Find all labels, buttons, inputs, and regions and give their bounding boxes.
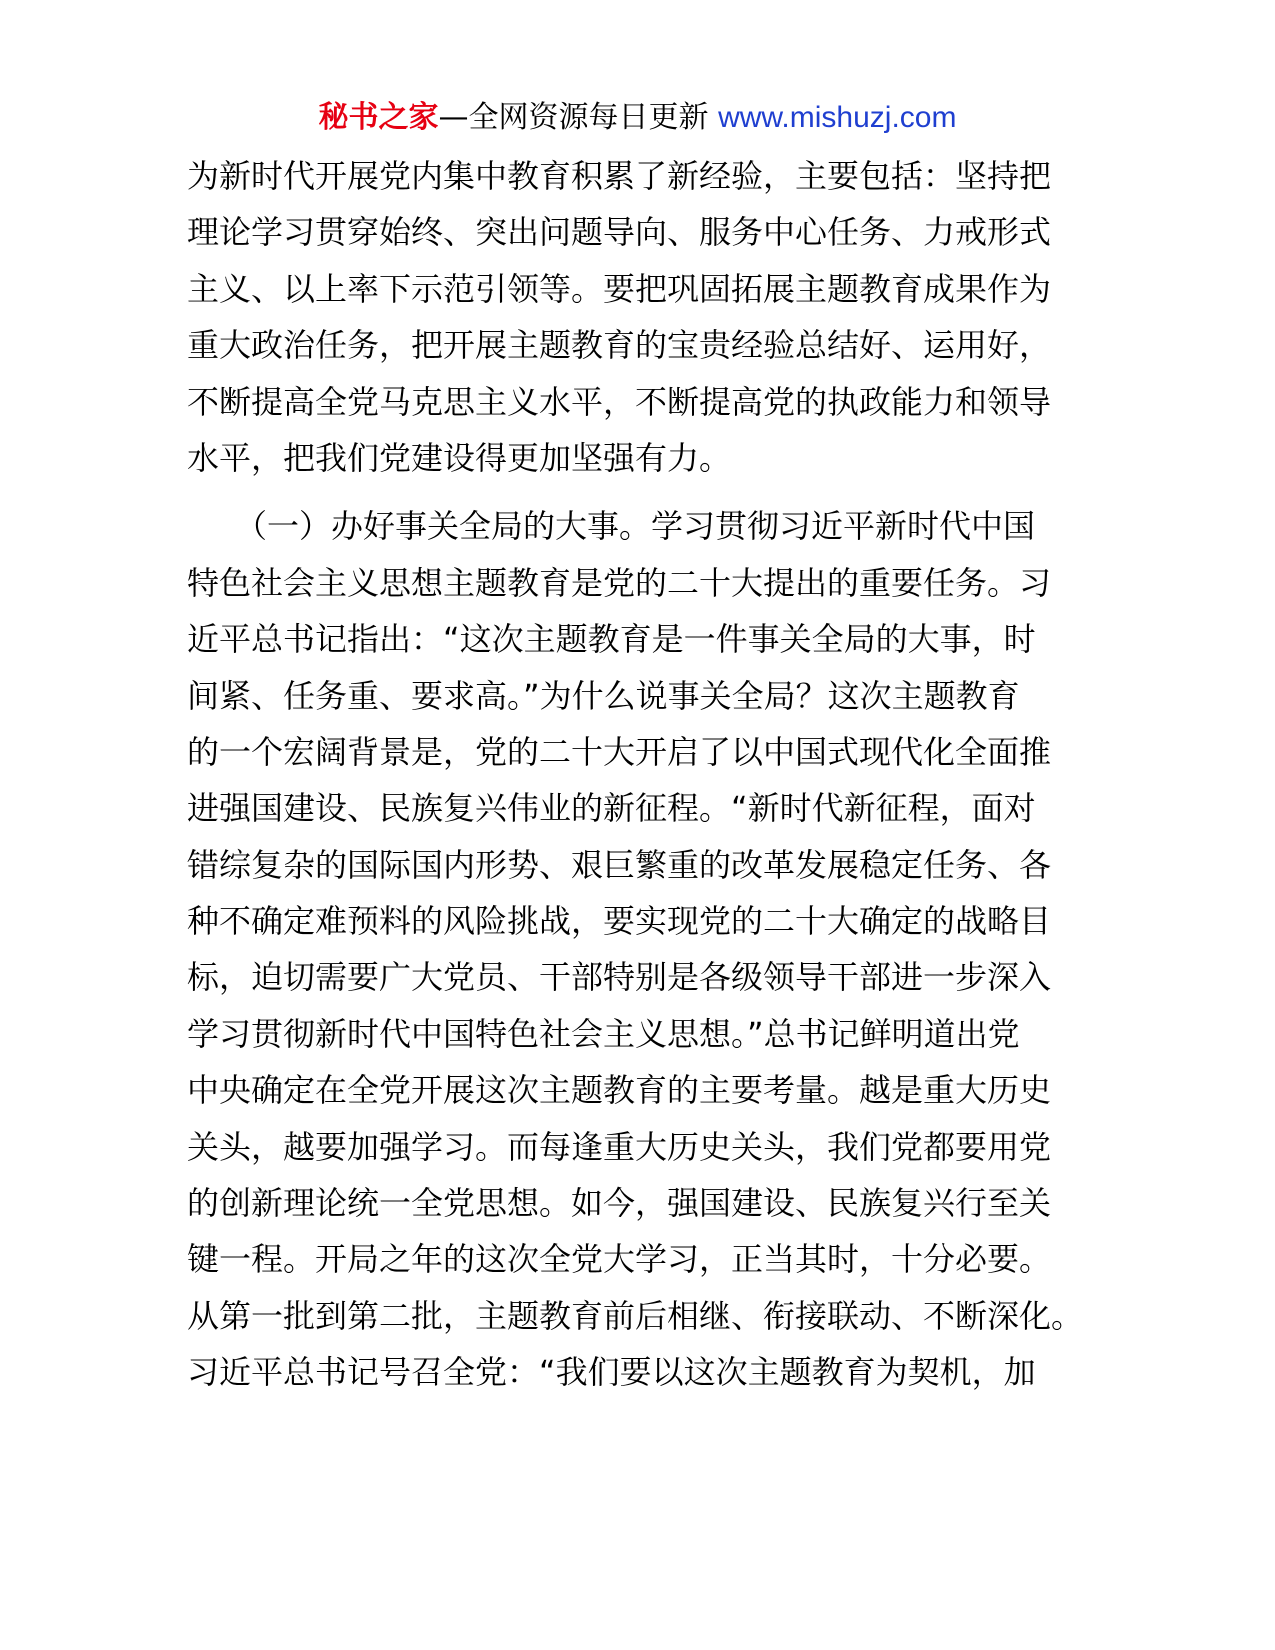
site-header	[0, 96, 1275, 140]
text-line: 近平总书记指出：“这次主题教育是一件事关全局的大事，时	[187, 620, 1036, 659]
site-url-link[interactable]: www.mishuzj.com	[718, 101, 957, 134]
text-line: 关头，越要加强学习。而每逢重大历史关头，我们党都要用党	[187, 1127, 1052, 1166]
site-slogan: —全网资源每日更新	[438, 100, 719, 135]
text-line: （一）办好事关全局的大事。学习贯彻习近平新时代中国	[187, 507, 1036, 546]
text-line: 从第一批到第二批，主题教育前后相继、衔接联动、不断深化。	[187, 1296, 1084, 1335]
text-line: 学习贯彻新时代中国特色社会主义思想。”总书记鲜明道出党	[187, 1014, 1020, 1053]
text-line: 特色社会主义思想主题教育是党的二十大提出的重要任务。习	[187, 563, 1052, 602]
text-line: 错综复杂的国际国内形势、艰巨繁重的改革发展稳定任务、各	[187, 845, 1052, 884]
document-body	[187, 148, 1087, 1401]
text-line: 理论学习贯穿始终、突出问题导向、服务中心任务、力戒形式	[187, 213, 1052, 252]
text-line: 中央确定在全党开展这次主题教育的主要考量。越是重大历史	[187, 1071, 1052, 1110]
text-line: 标，迫切需要广大党员、干部特别是各级领导干部进一步深入	[187, 958, 1052, 997]
text-line: 的一个宏阔背景是，党的二十大开启了以中国式现代化全面推	[187, 732, 1052, 771]
site-brand: 秘书之家	[318, 100, 439, 135]
text-line: 水平，把我们党建设得更加坚强有力。	[187, 438, 732, 477]
paragraph-2	[187, 498, 1087, 1400]
text-line: 主义、以上率下示范引领等。要把巩固拓展主题教育成果作为	[187, 269, 1052, 308]
text-line: 不断提高全党马克思主义水平，不断提高党的执政能力和领导	[187, 382, 1052, 421]
text-line: 重大政治任务，把开展主题教育的宝贵经验总结好、运用好，	[187, 326, 1052, 365]
text-line: 为新时代开展党内集中教育积累了新经验，主要包括：坚持把	[187, 157, 1052, 195]
text-line: 间紧、任务重、要求高。”为什么说事关全局？这次主题教育	[187, 676, 1020, 715]
text-line: 种不确定难预料的风险挑战，要实现党的二十大确定的战略目	[187, 902, 1052, 941]
paragraph-spacer	[187, 486, 1087, 498]
paragraph-1	[187, 148, 1087, 486]
text-line: 习近平总书记号召全党：“我们要以这次主题教育为契机，加	[187, 1353, 1036, 1392]
text-line: 进强国建设、民族复兴伟业的新征程。“新时代新征程，面对	[187, 789, 1036, 828]
text-line: 键一程。开局之年的这次全党大学习，正当其时，十分必要。	[187, 1240, 1052, 1279]
text-line: 的创新理论统一全党思想。如今，强国建设、民族复兴行至关	[187, 1184, 1052, 1223]
